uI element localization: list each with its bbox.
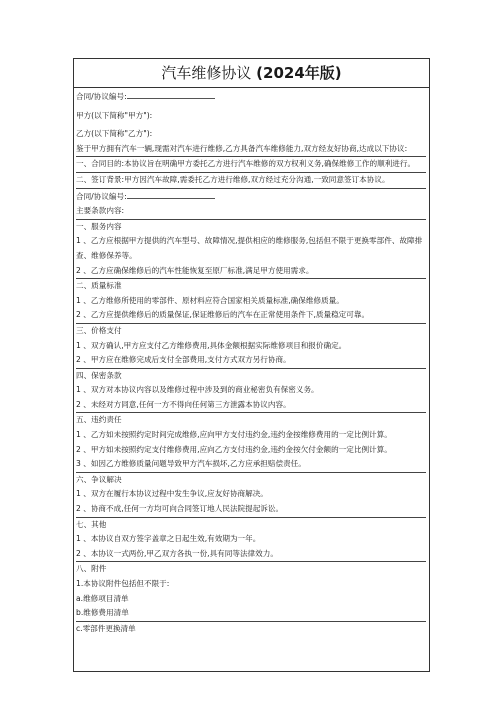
breach-heading: 五、违约责任 (76, 412, 426, 428)
service-item-1: 1 、乙方应根据甲方提供的汽车型号、故障情况,提供相应的维修服务,包括但不限于更换零部件、故障排查、维修保养等。 (76, 236, 423, 260)
other-item-2: 2 、本协议一式两份,甲乙双方各执一份,具有同等法律效力。 (76, 548, 278, 558)
secrecy-item-2: 2 、未经对方同意,任何一方不得向任何第三方泄露本协议内容。 (76, 399, 291, 409)
secrecy-item-1: 1 、双方对本协议内容以及维修过程中涉及到的商业秘密负有保密义务。 (76, 385, 319, 395)
dispute-heading: 六、争议解决 (76, 472, 426, 488)
title-main: 汽车维修协议 (161, 64, 252, 82)
secrecy-heading: 四、保密条款 (76, 368, 426, 384)
party-b-label: 乙方(以下简称"乙方"): (76, 129, 153, 139)
party-b-line (76, 127, 426, 142)
document-title (74, 59, 429, 88)
party-a-line (76, 109, 426, 124)
price-item-2: 2 、甲方应在维修完成后支付全部费用,支付方式双方另行协商。 (76, 355, 291, 365)
other-item-1: 1 、本协议自双方签字盖章之日起生效,有效期为一年。 (76, 534, 261, 544)
quality-item-1: 1 、乙方维修所使用的零部件、原材料应符合国家相关质量标准,确保维修质量。 (76, 295, 344, 305)
quality-item-2: 2 、乙方应提供维修后的质量保证,保证维修后的汽车在正常使用条件下,质量稳定可靠。 (76, 310, 370, 320)
breach-item-1: 1 、乙方如未按照约定时间完成维修,应向甲方支付违约金,违约金按维修费用的一定比例计算。 (76, 430, 392, 440)
attachment-item-c: c.零部件更换清单 (76, 621, 426, 637)
main-terms-heading: 主要条款内容: (76, 206, 125, 216)
title-year: (2024年版) (256, 64, 342, 82)
contract-number-line (76, 89, 426, 105)
service-heading: 一、服务内容 (76, 219, 426, 235)
contract-number-label-2: 合同/协议编号: (76, 191, 127, 201)
contract-number-line-2 (76, 188, 426, 205)
breach-item-3: 3 、如因乙方维修质量问题导致甲方汽车损坏,乙方应承担赔偿责任。 (76, 459, 306, 469)
contract-number-blank-2[interactable] (127, 189, 215, 199)
quality-heading: 二、质量标准 (76, 278, 426, 294)
service-item-2: 2 、乙方应确保维修后的汽车性能恢复至原厂标准,满足甲方使用需求。 (76, 265, 314, 275)
party-a-label: 甲方(以下简称"甲方"): (76, 110, 153, 120)
contract-number-blank[interactable] (127, 89, 215, 99)
breach-item-2: 2 、甲方如未按照约定支付维修费用,应向乙方支付违约金,违约金按欠付金额的一定比例计算。 (76, 444, 392, 454)
attachment-item-a: a.维修项目清单 (76, 593, 129, 603)
agreement-form (73, 58, 430, 672)
agreement-body (76, 89, 426, 636)
attachment-intro: 1.本协议附件包括但不限于: (76, 579, 170, 588)
contract-number-label: 合同/协议编号: (76, 92, 127, 101)
purpose-paragraph: 一、合同目的:本协议旨在明确甲方委托乙方进行汽车维修的双方权利义务,确保维修工作的顺利进行。 (76, 156, 426, 172)
intro-paragraph: 鉴于甲方拥有汽车一辆,现需对汽车进行维修,乙方具备汽车维修能力,双方经友好协商,达成以下协议: (76, 143, 408, 153)
attachment-heading: 八、附件 (76, 561, 426, 577)
dispute-item-1: 1 、双方在履行本协议过程中发生争议,应友好协商解决。 (76, 489, 268, 499)
dispute-item-2: 2 、协商不成,任何一方均可向合同签订地人民法院提起诉讼。 (76, 504, 284, 514)
attachment-item-b: b.维修费用清单 (76, 608, 129, 618)
background-paragraph: 二、签订背景:甲方因汽车故障,需委托乙方进行维修,双方经过充分沟通,一致同意签订本协议。 (76, 172, 426, 188)
price-heading: 三、价格支付 (76, 323, 426, 339)
price-item-1: 1 、双方确认,甲方应支付乙方维修费用,具体金额根据实际维修项目和报价确定。 (76, 340, 347, 350)
other-heading: 七、其他 (76, 517, 426, 533)
